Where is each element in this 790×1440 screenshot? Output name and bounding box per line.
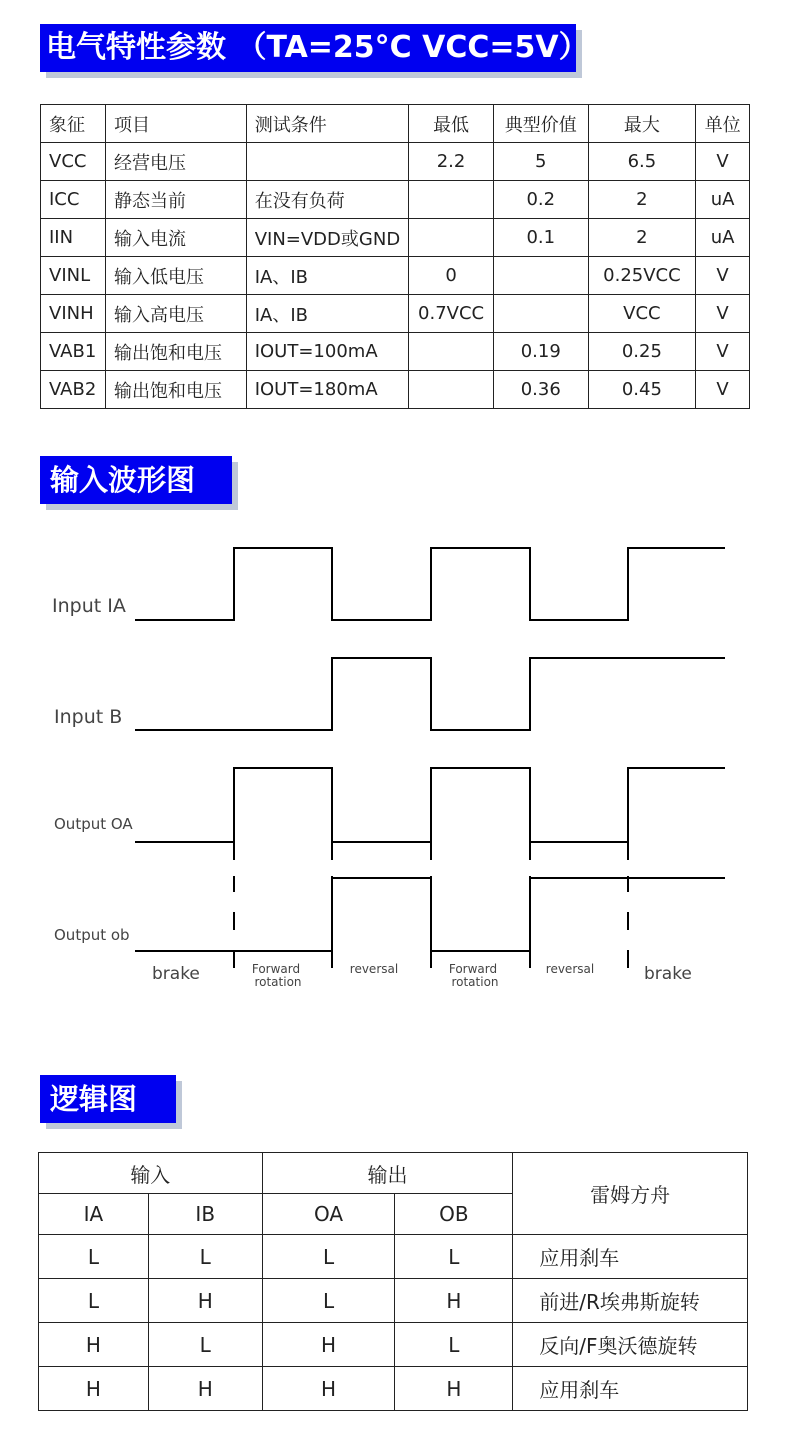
table-row — [39, 1323, 748, 1367]
header-cell: OA — [262, 1194, 395, 1235]
cell-condition: VIN=VDD或GND — [246, 219, 408, 257]
cell-oa: H — [262, 1367, 395, 1411]
cell-max: 0.45 — [588, 371, 696, 409]
header-cell: 典型价值 — [493, 105, 588, 143]
cell-ob: H — [395, 1279, 513, 1323]
cell-max: VCC — [588, 295, 696, 333]
cell-ia: H — [39, 1323, 149, 1367]
cell-typ: 0.2 — [493, 181, 588, 219]
cell-ia: L — [39, 1235, 149, 1279]
cell-max: 0.25 — [588, 333, 696, 371]
cell-item: 输入低电压 — [105, 257, 246, 295]
cell-ib: H — [148, 1279, 262, 1323]
cell-symbol: ICC — [41, 181, 106, 219]
cell-action: 应用刹车 — [513, 1367, 748, 1411]
state-brake-label: brake — [644, 964, 692, 984]
cell-ob: L — [395, 1235, 513, 1279]
cell-item: 输出饱和电压 — [105, 333, 246, 371]
output-oa-label: Output OA — [54, 815, 133, 833]
cell-unit: V — [696, 257, 750, 295]
cell-unit: V — [696, 143, 750, 181]
cell-max: 6.5 — [588, 143, 696, 181]
cell-typ — [493, 295, 588, 333]
table-header-row — [41, 105, 750, 143]
cell-condition: IA、IB — [246, 295, 408, 333]
cell-unit: uA — [696, 181, 750, 219]
input-group-header: 输入 — [39, 1153, 263, 1194]
table-row — [41, 143, 750, 181]
cell-min: 0.7VCC — [409, 295, 494, 333]
table-row — [41, 333, 750, 371]
header-cell: 单位 — [696, 105, 750, 143]
header-cell: 测试条件 — [246, 105, 408, 143]
cell-typ: 5 — [493, 143, 588, 181]
table-row — [41, 295, 750, 333]
logic-title: 逻辑图 — [40, 1075, 176, 1123]
cell-min — [409, 181, 494, 219]
cell-symbol: VAB2 — [41, 371, 106, 409]
header-cell: 项目 — [105, 105, 246, 143]
cell-oa: H — [262, 1323, 395, 1367]
output-ob-label: Output ob — [54, 926, 130, 944]
header-cell: 最大 — [588, 105, 696, 143]
output-group-header: 输出 — [262, 1153, 513, 1194]
cell-symbol: IIN — [41, 219, 106, 257]
table-row — [39, 1279, 748, 1323]
table-row — [41, 371, 750, 409]
cell-condition: IOUT=100mA — [246, 333, 408, 371]
table-row — [41, 257, 750, 295]
table-row — [39, 1235, 748, 1279]
cell-ia: H — [39, 1367, 149, 1411]
cell-max: 2 — [588, 219, 696, 257]
cell-condition: IA、IB — [246, 257, 408, 295]
waveform-diagram — [0, 520, 790, 1000]
table-row — [39, 1367, 748, 1411]
logic-truth-table — [38, 1152, 748, 1411]
cell-symbol: VAB1 — [41, 333, 106, 371]
action-header: 雷姆方舟 — [513, 1153, 748, 1235]
cell-oa: L — [262, 1235, 395, 1279]
cell-symbol: VINH — [41, 295, 106, 333]
cell-max: 2 — [588, 181, 696, 219]
electrical-spec-table — [40, 104, 750, 409]
state-reversal-label: reversal — [545, 962, 595, 976]
state-forward-label: Forward — [251, 962, 301, 976]
cell-item: 输入高电压 — [105, 295, 246, 333]
header-cell: 最低 — [409, 105, 494, 143]
input-ia-label: Input IA — [52, 595, 126, 617]
cell-symbol: VINL — [41, 257, 106, 295]
state-brake-label: brake — [152, 964, 200, 984]
cell-unit: V — [696, 371, 750, 409]
table-row — [41, 219, 750, 257]
cell-unit: V — [696, 295, 750, 333]
output-oa-waveform — [135, 768, 725, 842]
cell-action: 反向/F奥沃德旋转 — [513, 1323, 748, 1367]
header-cell: OB — [395, 1194, 513, 1235]
input-b-label: Input B — [54, 706, 123, 728]
cell-typ — [493, 257, 588, 295]
state-forward-label: rotation — [451, 975, 499, 989]
cell-min: 0 — [409, 257, 494, 295]
cell-typ: 0.1 — [493, 219, 588, 257]
cell-ob: L — [395, 1323, 513, 1367]
cell-condition — [246, 143, 408, 181]
cell-action: 应用刹车 — [513, 1235, 748, 1279]
cell-action: 前进/R埃弗斯旋转 — [513, 1279, 748, 1323]
cell-item: 输入电流 — [105, 219, 246, 257]
cell-unit: V — [696, 333, 750, 371]
cell-item: 静态当前 — [105, 181, 246, 219]
cell-ib: H — [148, 1367, 262, 1411]
cell-condition: IOUT=180mA — [246, 371, 408, 409]
input-ia-waveform — [135, 548, 725, 620]
header-cell: IA — [39, 1194, 149, 1235]
cell-symbol: VCC — [41, 143, 106, 181]
cell-typ: 0.19 — [493, 333, 588, 371]
cell-unit: uA — [696, 219, 750, 257]
cell-min: 2.2 — [409, 143, 494, 181]
cell-min — [409, 333, 494, 371]
cell-typ: 0.36 — [493, 371, 588, 409]
cell-oa: L — [262, 1279, 395, 1323]
waveform-title: 输入波形图 — [40, 456, 232, 504]
electrical-characteristics-title: 电气特性参数 （TA=25°C VCC=5V） — [40, 24, 576, 72]
state-reversal-label: reversal — [349, 962, 399, 976]
cell-ib: L — [148, 1323, 262, 1367]
cell-ib: L — [148, 1235, 262, 1279]
header-cell: IB — [148, 1194, 262, 1235]
cell-item: 输出饱和电压 — [105, 371, 246, 409]
state-forward-label: rotation — [254, 975, 302, 989]
header-cell: 象征 — [41, 105, 106, 143]
cell-max: 0.25VCC — [588, 257, 696, 295]
state-forward-label: Forward — [448, 962, 498, 976]
cell-condition: 在没有负荷 — [246, 181, 408, 219]
cell-item: 经营电压 — [105, 143, 246, 181]
input-b-waveform — [135, 658, 725, 730]
cell-ob: H — [395, 1367, 513, 1411]
cell-min — [409, 371, 494, 409]
cell-min — [409, 219, 494, 257]
table-header-row — [39, 1153, 748, 1194]
table-row — [41, 181, 750, 219]
cell-ia: L — [39, 1279, 149, 1323]
